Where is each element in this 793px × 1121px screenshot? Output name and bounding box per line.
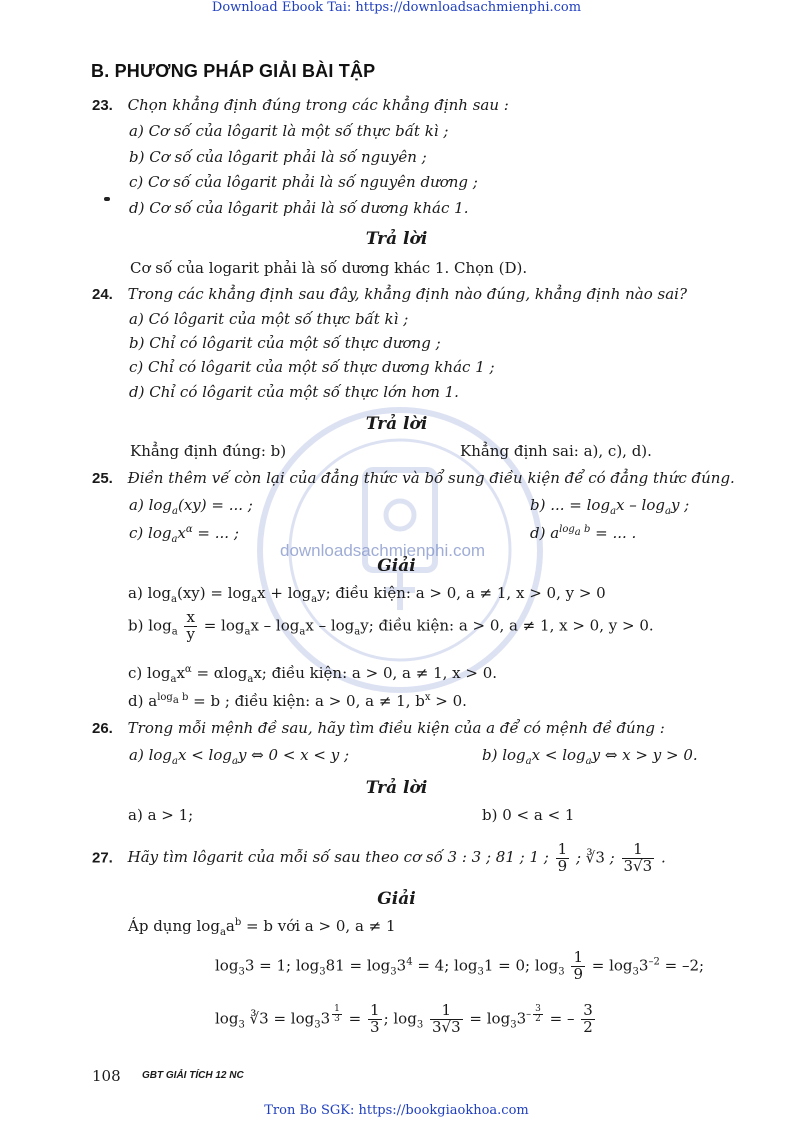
question-text: Trong các khẳng định sau đây, khẳng định nào đúng, khẳng định nào sai?	[127, 285, 688, 303]
heading-tra-loi: Trả lời	[365, 414, 428, 434]
q25-solution-c: c) $\log_ax^\alpha = \alpha\log_ax$; điều kiện: a > 0, a ≠ 1, x > 0.	[128, 664, 498, 685]
q23-option-d: d) Cơ số của lôgarit phải là số dương khác 1.	[129, 199, 469, 217]
page-number: 108	[92, 1067, 121, 1085]
fraction-1-over-9: $\frac{1}{9}$	[557, 840, 568, 875]
q25-solution-a: a) $\log_a(xy) = \log_ax + \log_ay$; điều kiện: a > 0, a ≠ 1, x > 0, y > 0	[128, 584, 606, 605]
q27-solution-line-2: $\log_3$ ∛3 = $\log_33$ $^{\frac{1}{3}}$ = $\frac{1}{3}$ ; $\log_3$ $\frac{1}{3√3}$ = $\log_33^{- \frac{3}{2}}$ = – $\frac{3}{2}$	[215, 1001, 593, 1036]
q26-answer-b: b) 0 < a < 1	[482, 806, 575, 824]
question-text: Điền thêm vế còn lại của đẳng thức và bổ sung điều kiện để có đẳng thức đúng.	[127, 469, 735, 487]
q26-part-b: b) $\log_ax < \log_ay$ ⇔ x > y > 0.	[482, 746, 698, 767]
q24-option-c: c) Chỉ có lôgarit của một số thực dương khác 1 ;	[129, 358, 495, 376]
q27-solution-line-1: $\log_33 = 1$; $\log_381 = \log_33^4 = 4$; $\log_31 = 0$; $\log_3$ $\frac{1}{9}$ = $\log_33^{-2} = -2$;	[215, 948, 705, 983]
question-26	[92, 719, 665, 737]
heading-giai: Giải	[377, 889, 416, 909]
question-text: Chọn khẳng định đúng trong các khẳng định sau :	[127, 96, 509, 114]
heading-tra-loi: Trả lời	[365, 229, 428, 249]
q24-option-d: d) Chỉ có lôgarit của một số thực lớn hơn 1.	[129, 383, 459, 401]
q25-part-a: a) $\log_a(xy)$ = ... ;	[129, 496, 253, 517]
q23-answer: Cơ số của logarit phải là số dương khác 1. Chọn (D).	[130, 259, 528, 277]
question-number: 25.	[92, 470, 113, 487]
question-25	[92, 469, 735, 487]
fraction-1-over-3: $\frac{1}{3}$	[370, 1001, 380, 1036]
q25-part-c: c) $\log_ax^\alpha$ = ... ;	[129, 524, 239, 545]
fraction-3-over-2: $\frac{3}{2}$	[583, 1001, 593, 1036]
q27-apply-rule: Áp dụng $\log_aa^b = b$ với a > 0, a ≠ 1	[128, 917, 396, 938]
book-title: GBT GIẢI TÍCH 12 NC	[142, 1070, 244, 1081]
question-number: 27.	[92, 849, 113, 867]
question-number: 24.	[92, 286, 113, 303]
q25-part-d: d) $a^{log_a b}$ = ... .	[530, 524, 637, 542]
q23-option-c: c) Cơ số của lôgarit phải là số nguyên dương ;	[129, 173, 478, 191]
question-27: 27. Hãy tìm lôgarit của mỗi số sau theo cơ số 3 : 3 ; 81 ; 1 ; $\frac{1}{9}$ ; ∛3 ; $\frac{1}{3√3}$ .	[92, 840, 666, 875]
question-number: 26.	[92, 720, 113, 737]
question-text: Trong mỗi mệnh đề sau, hãy tìm điều kiện của a để có mệnh đề đúng :	[127, 719, 665, 737]
q23-option-a: a) Cơ số của lôgarit là một số thực bất kì ;	[129, 122, 449, 140]
q25-solution-b: b) $\log_a$ $\frac{x}{y}$ = $\log_ax - \log_ax - \log_ay$; điều kiện: a > 0, a ≠ 1, x > 0, y > 0.	[128, 608, 654, 643]
watermark-text: downloadsachmienphi.com	[280, 541, 486, 560]
q24-answer-false: Khẳng định sai: a), c), d).	[460, 442, 652, 460]
header-download-link[interactable]: Download Ebook Tai: https://downloadsachmienphi.com	[211, 0, 582, 15]
q23-option-b: b) Cơ số của lôgarit phải là số nguyên ;	[129, 148, 427, 166]
q26-answer-a: a) a > 1;	[128, 806, 194, 824]
heading-tra-loi: Trả lời	[365, 778, 428, 798]
heading-giai: Giải	[377, 556, 416, 576]
question-23	[92, 96, 509, 114]
question-text: Hãy tìm lôgarit của mỗi số sau theo cơ số 3 : 3 ; 81 ; 1 ;	[127, 848, 549, 867]
q25-solution-d: d) $a^{log_a b} = b$ ; điều kiện: a > 0, a ≠ 1, $b^x > 0$.	[128, 692, 467, 710]
footer-sgk-link[interactable]: Tron Bo SGK: https://bookgiaokhoa.com	[264, 1103, 529, 1118]
section-title: B. PHƯƠNG PHÁP GIẢI BÀI TẬP	[91, 61, 376, 81]
question-number: 23.	[92, 97, 113, 114]
question-24	[92, 285, 687, 303]
q24-option-b: b) Chỉ có lôgarit của một số thực dương ;	[129, 334, 441, 352]
q24-answer-true: Khẳng định đúng: b)	[130, 442, 287, 460]
q25-part-b: b) ... = $\log_ax - \log_ay$ ;	[530, 496, 690, 517]
stray-mark	[104, 197, 110, 201]
fraction-1-over-3sqrt3: $\frac{1}{3√3}$	[431, 1001, 461, 1036]
fraction-1-over-9: $\frac{1}{9}$	[573, 948, 583, 983]
fraction-1-over-3sqrt3: $\frac{1}{3√3}$	[623, 840, 653, 875]
q26-part-a: a) $\log_ax < \log_ay$ ⇔ 0 < x < y ;	[129, 746, 350, 767]
fraction-x-over-y: $\frac{x}{y}$	[186, 608, 195, 643]
q24-option-a: a) Có lôgarit của một số thực bất kì ;	[129, 310, 409, 328]
